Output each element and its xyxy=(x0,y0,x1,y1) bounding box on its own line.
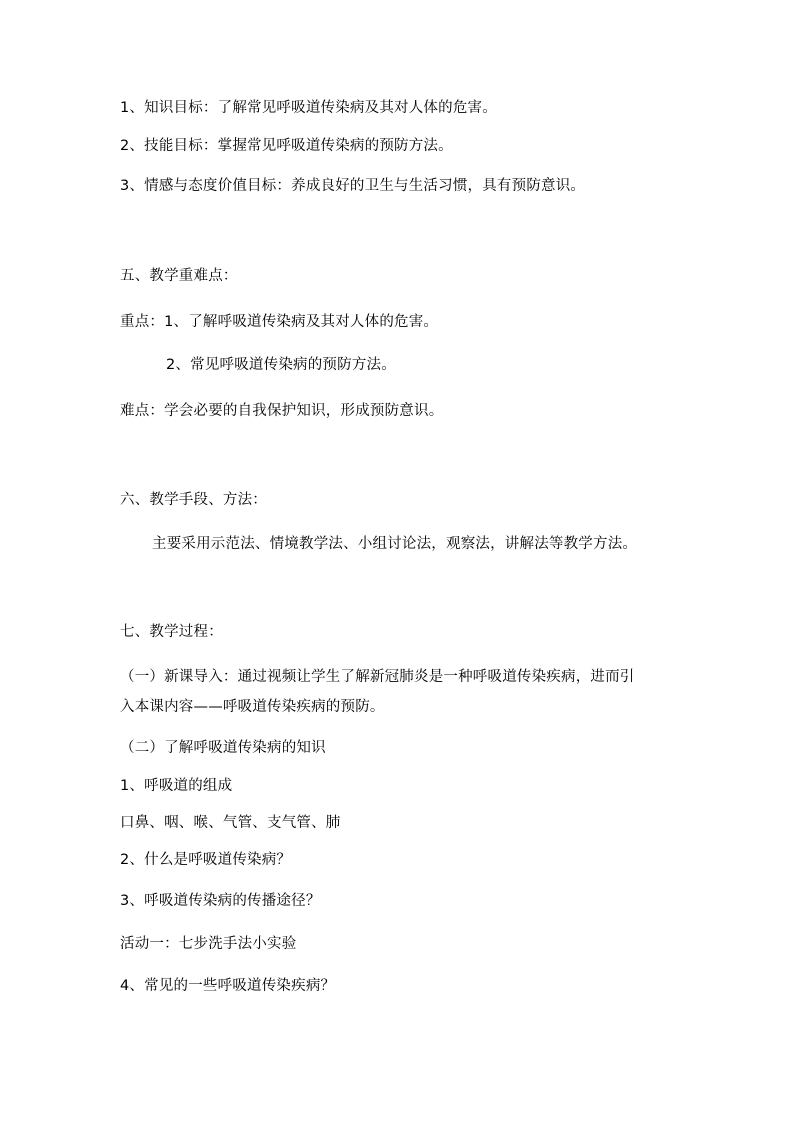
section5-heading: 五、教学重难点： xyxy=(120,268,238,284)
section7-heading: 七、教学过程： xyxy=(120,624,223,640)
part2-heading: （二）了解呼吸道传染病的知识 xyxy=(120,740,326,756)
item-3: 3、呼吸道传染病的传播途径？ xyxy=(120,893,321,909)
intro-line-1: （一）新课导入：通过视频让学生了解新冠肺炎是一种呼吸道传染疾病，进而引 xyxy=(120,669,635,685)
item-1-detail: 口鼻、咽、喉、气管、支气管、肺 xyxy=(120,815,341,831)
key-point-1: 重点：1、了解呼吸道传染病及其对人体的危害。 xyxy=(120,314,439,330)
objective-skill: 2、技能目标：掌握常见呼吸道传染病的预防方法。 xyxy=(120,138,453,154)
item-2: 2、什么是呼吸道传染病？ xyxy=(120,852,292,868)
item-1: 1、呼吸道的组成 xyxy=(120,778,233,794)
objective-attitude: 3、情感与态度价值目标：养成良好的卫生与生活习惯，具有预防意识。 xyxy=(120,178,586,194)
key-point-2: 2、常见呼吸道传染病的预防方法。 xyxy=(166,357,396,373)
section6-heading: 六、教学手段、方法： xyxy=(120,492,267,508)
intro-line-2: 入本课内容——呼吸道传染疾病的预防。 xyxy=(120,699,385,715)
section6-body: 主要采用示范法、情境教学法、小组讨论法，观察法，讲解法等教学方法。 xyxy=(152,536,638,552)
objective-knowledge: 1、知识目标：了解常见呼吸道传染病及其对人体的危害。 xyxy=(120,100,497,116)
activity-1: 活动一：七步洗手法小实验 xyxy=(120,936,297,952)
difficulty-point: 难点：学会必要的自我保护知识，形成预防意识。 xyxy=(120,403,444,419)
item-4: 4、常见的一些呼吸道传染疾病？ xyxy=(120,978,336,994)
